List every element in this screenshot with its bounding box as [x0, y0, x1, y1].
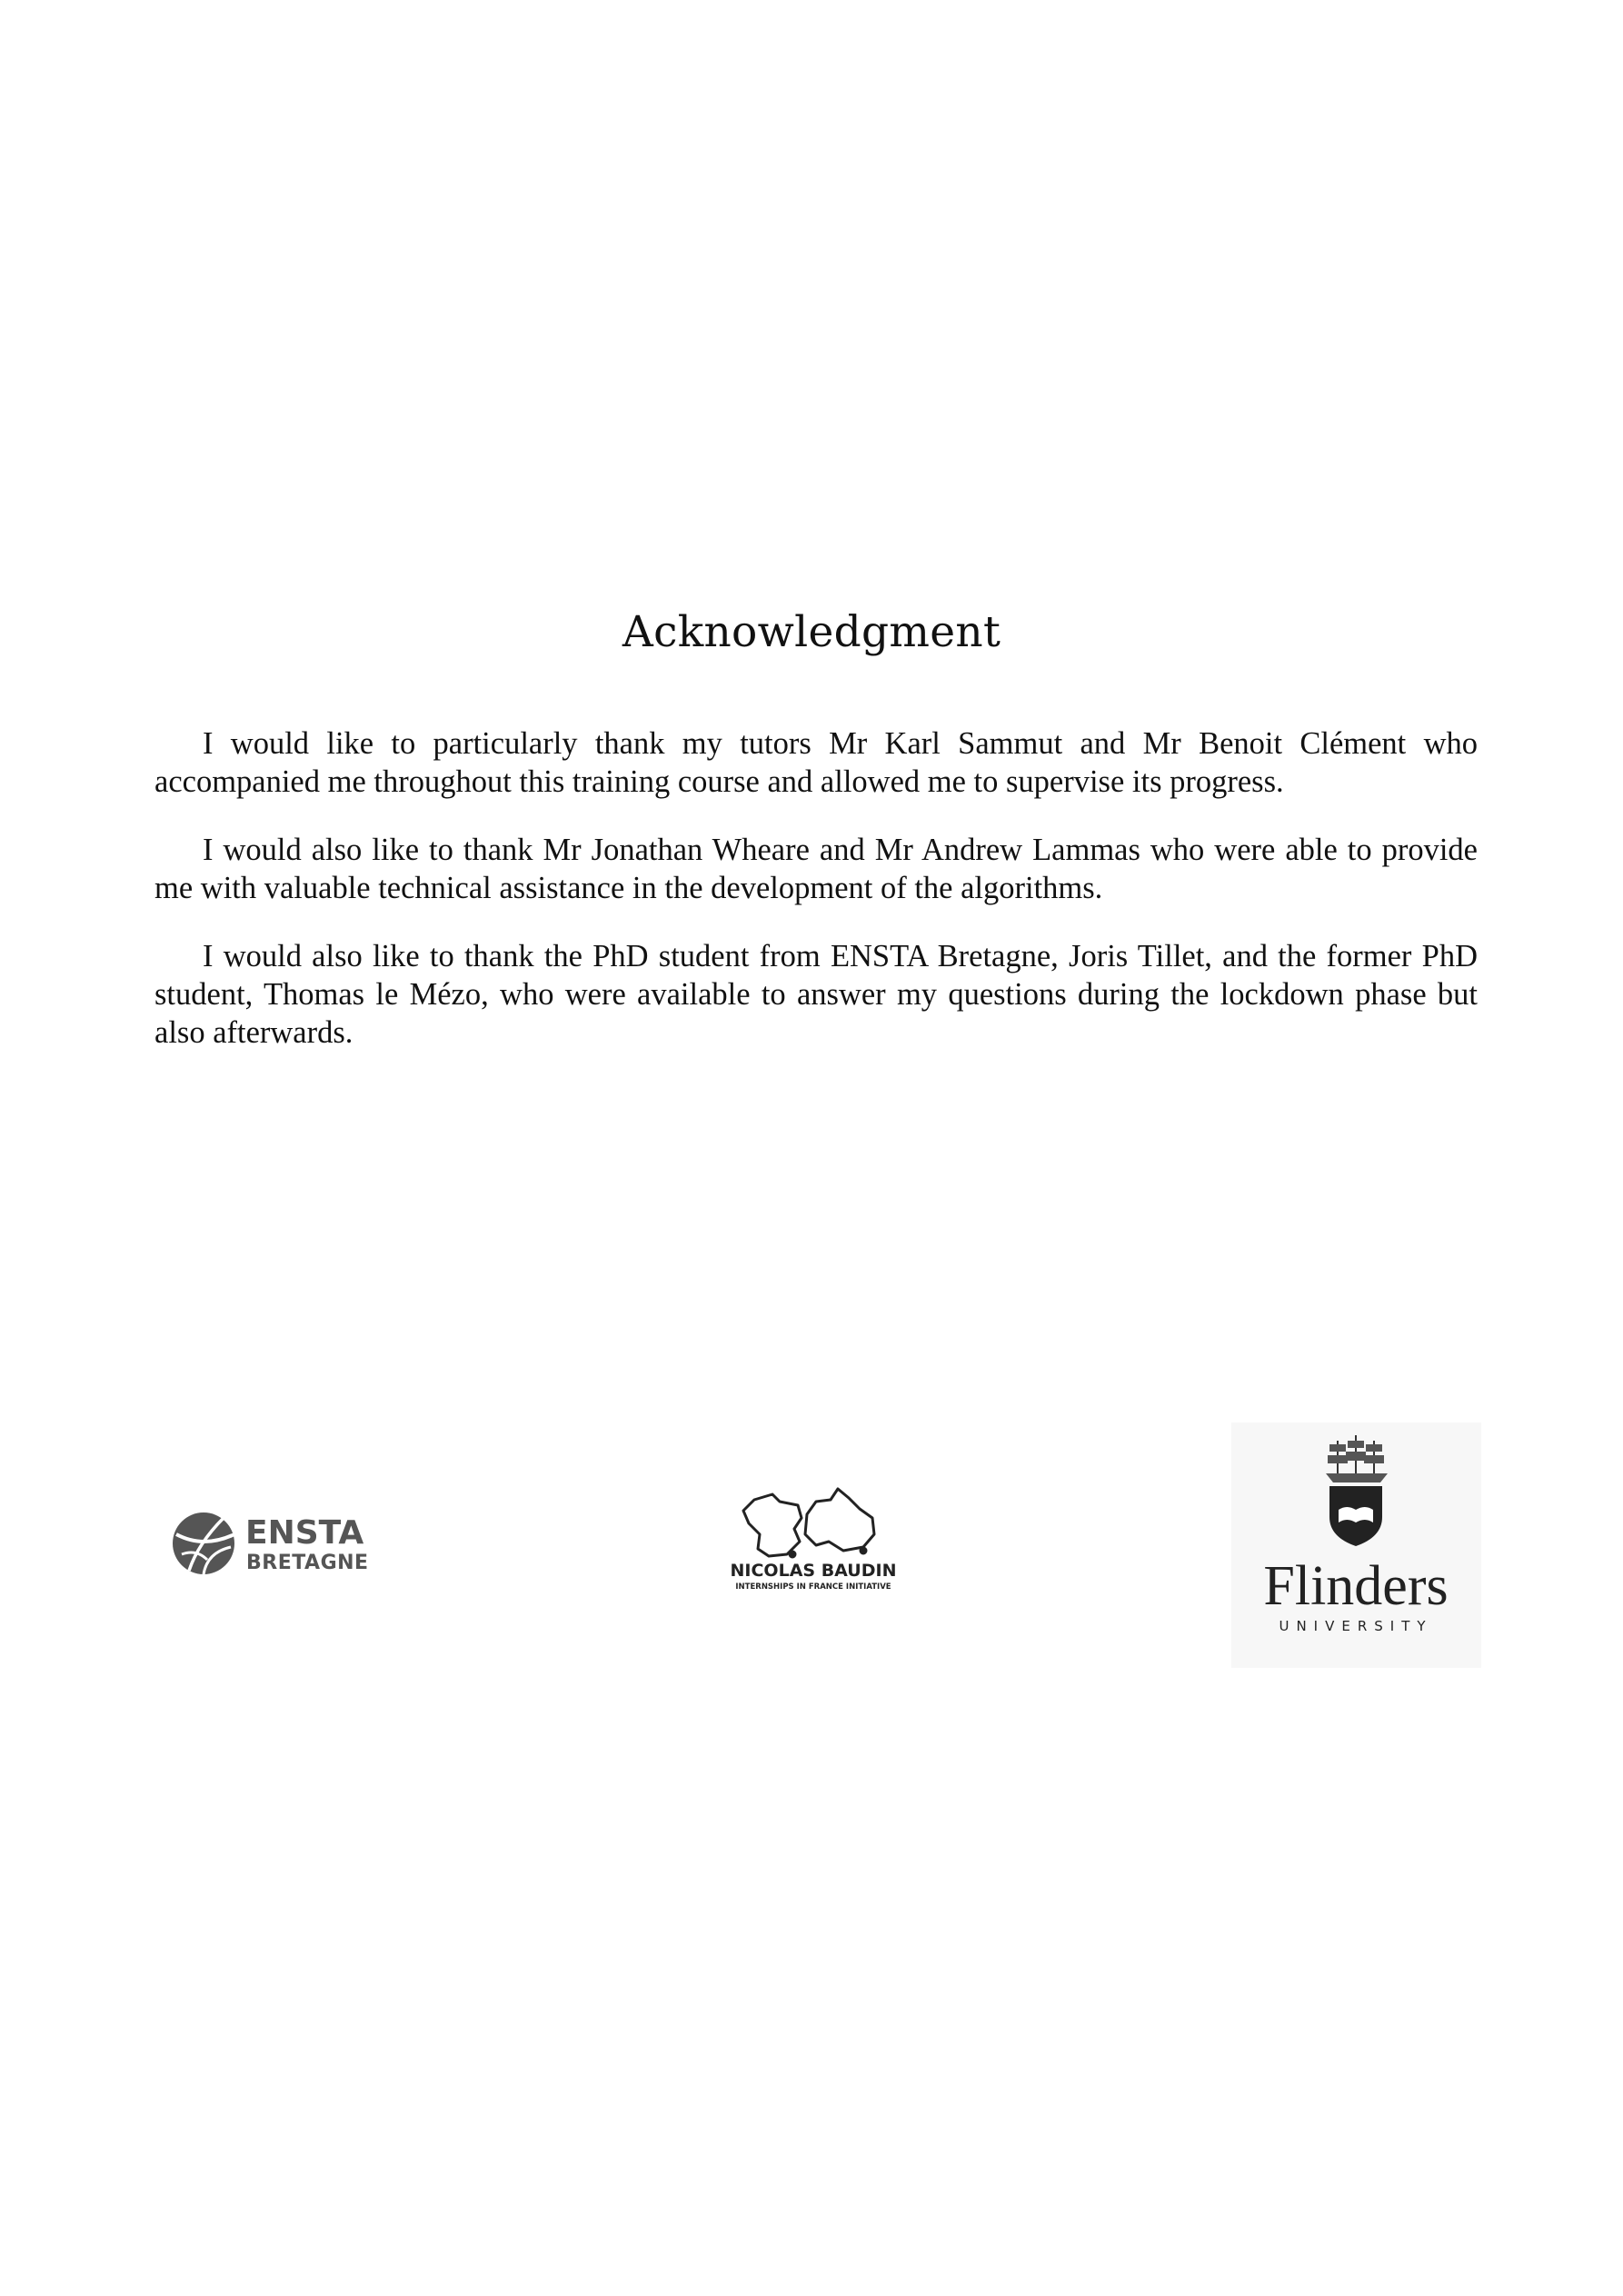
flinders-university-logo [1231, 1423, 1481, 1668]
paragraph-phd-students: I would also like to thank the PhD student from ENSTA Bretagne, Joris Tillet, and the former PhD student, Thomas le Mézo, who were available to answer my questions during the lockdown phase but also afterwards. [154, 939, 1478, 1050]
france-australia-map-icon [743, 1489, 874, 1557]
ensta-bretagne-logo [171, 1507, 389, 1580]
flinders-crest-icon [1326, 1435, 1388, 1546]
nicolas-baudin-logo [727, 1482, 900, 1600]
ensta-wordmark: ENSTA [245, 1514, 364, 1552]
flinders-subtitle: UNIVERSITY [1279, 1618, 1433, 1634]
paragraph-tutors: I would like to particularly thank my tutors Mr Karl Sammut and Mr Benoit Clément who accompanied me throughout this training course and allowed me to supervise its progress. [154, 726, 1478, 799]
baudin-subtitle: INTERNSHIPS IN FRANCE INITIATIVE [735, 1582, 891, 1592]
baudin-wordmark: NICOLAS BAUDIN [730, 1561, 897, 1581]
flinders-wordmark: Flinders [1263, 1555, 1449, 1617]
ensta-globe-icon [173, 1512, 234, 1574]
acknowledgment-body [154, 724, 1478, 1082]
ensta-subtitle: BRETAGNE [246, 1552, 369, 1574]
paragraph-technical-assistance: I would also like to thank Mr Jonathan Wheare and Mr Andrew Lammas who were able to provide me with valuable technical assistance in the development of the algorithms. [154, 833, 1478, 905]
page-title: Acknowledgment [622, 607, 1001, 657]
